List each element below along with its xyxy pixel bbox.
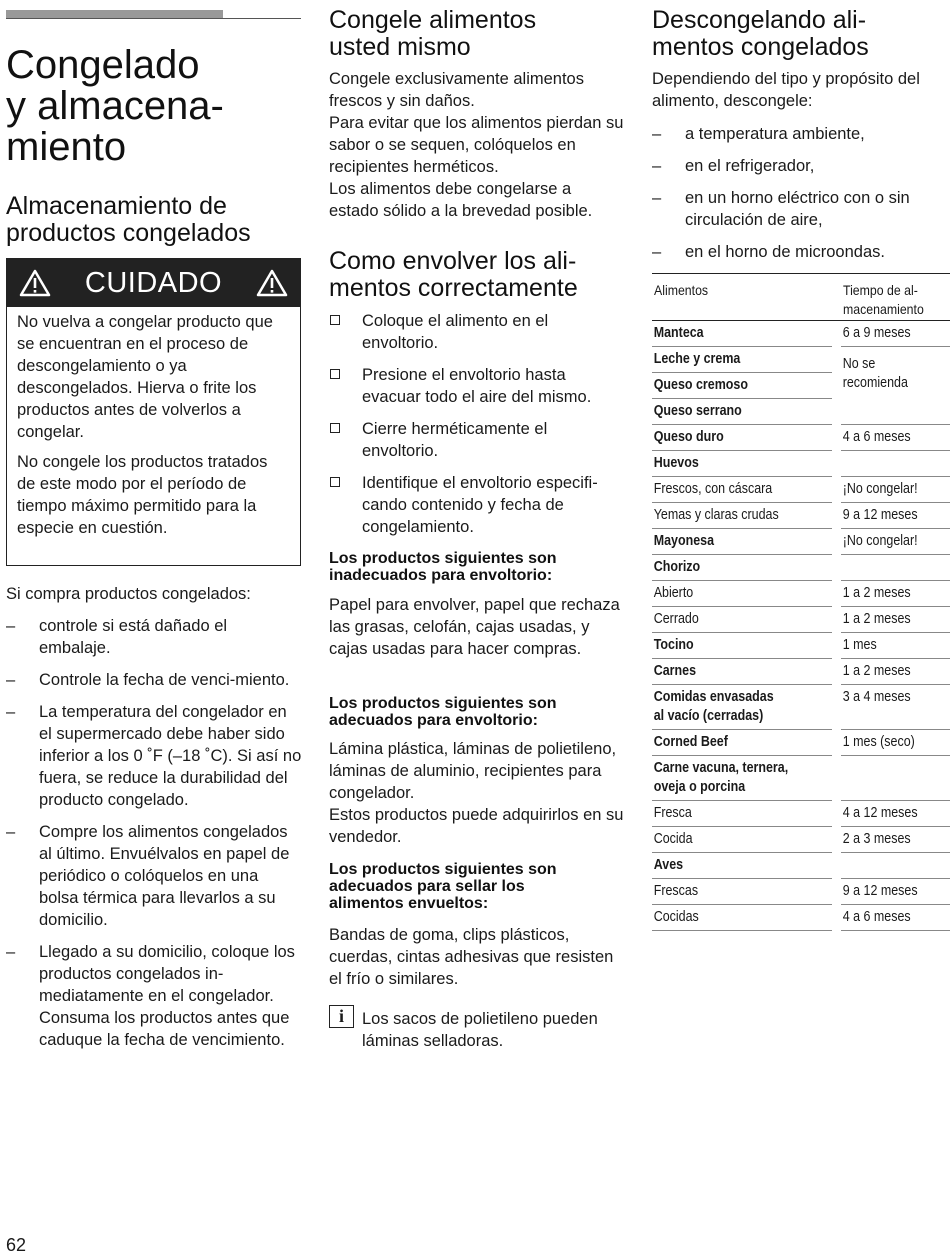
list-item: – en un horno eléctrico con o sin circulación de aire, xyxy=(652,189,910,229)
food-cell: Carnes xyxy=(652,659,832,685)
time-cell: 1 a 2 meses xyxy=(841,581,950,607)
list-item: – controle si está dañado el embalaje. xyxy=(6,617,228,657)
warning-triangle-icon xyxy=(19,269,51,297)
food-cell: Manteca xyxy=(652,321,832,347)
list-item: – en el horno de microondas. xyxy=(652,243,885,261)
top-rule xyxy=(6,9,301,19)
table-row xyxy=(652,685,950,730)
checkbox-icon xyxy=(330,315,340,325)
table-row xyxy=(652,659,950,685)
food-cell: Corned Beef xyxy=(652,730,832,756)
food-cell: Cocidas xyxy=(652,905,832,931)
section-title-freeze: Congele alimentos usted mismo xyxy=(329,6,537,61)
checkbox-icon xyxy=(330,369,340,379)
wrapping-checklist xyxy=(329,310,625,548)
unsuitable-text: Papel para envolver, papel que rechaza las grasas, celofán, cajas usadas, y cajas usadas para hacer compras. xyxy=(329,596,620,658)
food-cell: Frescas xyxy=(652,879,832,905)
table-row xyxy=(652,905,950,931)
checklist-item: Coloque el alimento en el envoltorio. xyxy=(329,310,625,354)
info-text: Los sacos de polietileno pueden láminas selladoras. xyxy=(362,1010,598,1050)
caution-body xyxy=(7,307,300,539)
food-cell: Carne vacuna, ternera, oveja o porcina xyxy=(652,756,832,801)
freeze-intro: Congele exclusivamente alimentos frescos y sin daños. Para evitar que los alimentos pierdan su sabor o se sequen, colóquelos en recipientes herméticos. Los alimentos debe congelarse a estado sólido a la brevedad posible. xyxy=(329,70,624,220)
warning-triangle-icon xyxy=(256,269,288,297)
info-note xyxy=(329,1005,625,1052)
food-cell: Cocida xyxy=(652,827,832,853)
table-row xyxy=(652,425,950,451)
time-cell: 4 a 6 meses xyxy=(841,425,950,451)
thawing-methods-list xyxy=(652,123,950,273)
table-header xyxy=(652,274,950,321)
time-cell: 9 a 12 meses xyxy=(841,503,950,529)
section-title-line: Almacenamiento de xyxy=(6,192,227,220)
time-cell: 2 a 3 meses xyxy=(841,827,950,853)
suitable-heading: Los productos siguientes son adecuados para envoltorio: xyxy=(329,695,557,729)
table-row xyxy=(652,879,950,905)
table-body xyxy=(652,321,950,931)
list-item: – Compre los alimentos congelados al último. Envuélvalos en papel de periódico o colóquelos en una bolsa térmica para llevarlos a su domicilio. xyxy=(6,823,290,929)
table-row xyxy=(652,730,950,756)
food-cell: Frescos, con cáscara xyxy=(652,477,832,503)
page-title-line: y almacena- xyxy=(6,84,224,128)
caution-box xyxy=(6,258,301,566)
list-item: – a temperatura ambiente, xyxy=(652,125,865,143)
food-cell: Tocino xyxy=(652,633,832,659)
table-header-time: Tiempo de al- macenamiento xyxy=(843,282,924,317)
table-row xyxy=(652,477,950,503)
food-cell: Chorizo xyxy=(652,555,832,581)
time-cell xyxy=(841,555,950,581)
time-cell xyxy=(841,451,950,477)
time-cell: 1 a 2 meses xyxy=(841,659,950,685)
food-cell: Queso cremoso xyxy=(652,373,832,399)
section-title-line: productos congelados xyxy=(6,219,251,247)
caution-paragraph: No vuelva a congelar producto que se encuentran en el proceso de descongelamiento o ya descongelados. Hierva o frite los productos antes de volverlos a congelar. xyxy=(17,313,273,441)
storage-time-table xyxy=(652,273,950,931)
table-row xyxy=(652,607,950,633)
time-cell: 1 mes (seco) xyxy=(841,730,950,756)
list-item: – en el refrigerador, xyxy=(652,157,815,175)
checkbox-icon xyxy=(330,477,340,487)
food-cell: Queso serrano xyxy=(652,399,832,425)
time-cell: 4 a 12 meses xyxy=(841,801,950,827)
sealing-heading: Los productos siguientes son adecuados para sellar los alimentos envueltos: xyxy=(329,861,557,912)
info-icon: i xyxy=(329,1005,354,1028)
food-cell: Yemas y claras crudas xyxy=(652,503,832,529)
table-row xyxy=(652,529,950,555)
time-cell: ¡No congelar! xyxy=(841,529,950,555)
caution-label: CUIDADO xyxy=(84,266,223,299)
food-cell: Comidas envasadas al vacío (cerradas) xyxy=(652,685,832,730)
time-cell-merged: No se recomienda xyxy=(841,347,950,425)
time-cell: 1 mes xyxy=(841,633,950,659)
list-item: – Controle la fecha de venci-miento. xyxy=(6,671,290,689)
checklist-item: Presione el envoltorio hasta evacuar todo el aire del mismo. xyxy=(329,364,625,408)
time-cell: 3 a 4 meses xyxy=(841,685,950,730)
section-title-thawing: Descongelando ali- mentos congelados xyxy=(652,6,869,61)
food-cell: Mayonesa xyxy=(652,529,832,555)
thawing-intro: Dependiendo del tipo y propósito del alimento, descongele: xyxy=(652,70,920,110)
table-row xyxy=(652,503,950,529)
suitable-text: Lámina plástica, láminas de polietileno, láminas de aluminio, recipientes para congelador. Estos productos puede adquirirlos en su vendedor. xyxy=(329,740,624,846)
food-cell: Aves xyxy=(652,853,832,879)
checklist-item: Cierre herméticamente el envoltorio. xyxy=(329,418,625,462)
purchase-tips-list xyxy=(6,615,302,1061)
food-cell: Queso duro xyxy=(652,425,832,451)
table-row xyxy=(652,555,950,581)
list-item: – Llegado a su domicilio, coloque los productos congelados in-mediatamente en el congelador. Consuma los productos antes que caduque la fecha de vencimiento. xyxy=(6,943,295,1049)
purchase-intro: Si compra productos congelados: xyxy=(6,585,251,603)
food-cell: Huevos xyxy=(652,451,832,477)
checkbox-icon xyxy=(330,423,340,433)
table-row xyxy=(652,853,950,879)
page-title-line: miento xyxy=(6,125,127,169)
unsuitable-heading: Los productos siguientes son inadecuados para envoltorio: xyxy=(329,550,557,584)
time-cell: 6 a 9 meses xyxy=(841,321,950,347)
section-title-storage xyxy=(6,193,251,247)
time-cell: 4 a 6 meses xyxy=(841,905,950,931)
page-title-line: Congelado xyxy=(6,43,200,87)
food-cell: Leche y crema xyxy=(652,347,832,373)
table-row xyxy=(652,633,950,659)
caution-header xyxy=(7,259,300,307)
time-cell xyxy=(841,756,950,801)
table-header-food: Alimentos xyxy=(654,282,709,298)
time-cell: ¡No congelar! xyxy=(841,477,950,503)
table-row xyxy=(652,827,950,853)
food-cell: Fresca xyxy=(652,801,832,827)
checklist-item: Identifique el envoltorio especifi-cando contenido y fecha de congelamiento. xyxy=(329,472,625,538)
table-row xyxy=(652,321,950,347)
page-title xyxy=(6,45,224,168)
table-row xyxy=(652,756,950,801)
table-row xyxy=(652,581,950,607)
sealing-text: Bandas de goma, clips plásticos, cuerdas, cintas adhesivas que resisten el frío o similares. xyxy=(329,926,614,988)
list-item: – La temperatura del congelador en el supermercado debe haber sido inferior a los 0 ˚F (–18 ˚C). Si así no fuera, se reduce la durabilidad del producto congelado. xyxy=(6,703,302,809)
table-row xyxy=(652,451,950,477)
time-cell: 9 a 12 meses xyxy=(841,879,950,905)
page-number: 62 xyxy=(6,1235,27,1255)
table-row xyxy=(652,801,950,827)
caution-paragraph: No congele los productos tratados de este modo por el período de tiempo máximo permitido para la especie en cuestión. xyxy=(17,453,268,537)
time-cell: 1 a 2 meses xyxy=(841,607,950,633)
section-title-wrapping: Como envolver los ali- mentos correctamente xyxy=(329,247,578,302)
time-cell xyxy=(841,853,950,879)
food-cell: Abierto xyxy=(652,581,832,607)
food-cell: Cerrado xyxy=(652,607,832,633)
